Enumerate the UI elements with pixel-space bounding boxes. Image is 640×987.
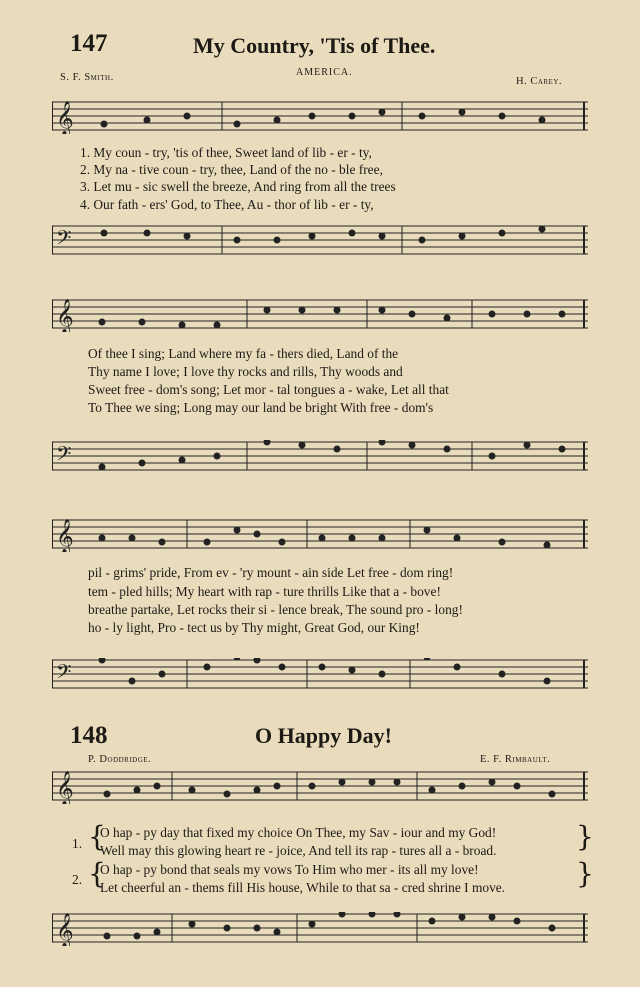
- lyric-line: O hap - py bond that seals my vows To Him who mer - its all my love!: [100, 862, 479, 877]
- svg-text:𝄞: 𝄞: [56, 772, 74, 804]
- treble-staff: [52, 298, 588, 332]
- treble-staff: [52, 100, 588, 134]
- bass-staff: [52, 658, 588, 692]
- left-brace: {: [88, 820, 106, 853]
- lyric-line: pil - grims' pride, From ev - 'ry mount - ain side Let free - dom ring!: [88, 565, 454, 580]
- composer-credit: E. F. Rimbault.: [480, 754, 551, 765]
- lyric-line: Well may this glowing heart re - joice, And tell its rap - tures all a - broad.: [100, 843, 497, 858]
- right-brace: }: [576, 857, 594, 890]
- lyric-line: 4. Our fath - ers' God, to Thee, Au - thor of lib - er - ty,: [80, 197, 374, 212]
- lyric-line: 1. My coun - try, 'tis of thee, Sweet land of lib - er - ty,: [80, 145, 372, 160]
- lyric-line: O hap - py day that fixed my choice On Thee, my Sav - iour and my God!: [100, 825, 497, 840]
- left-brace: {: [88, 857, 106, 890]
- tune-name: AMERICA.: [296, 67, 353, 78]
- bass-staff: [52, 440, 588, 474]
- verse-number: 2.: [72, 872, 83, 887]
- treble-staff: [52, 518, 588, 552]
- composer-credit: H. Carey.: [516, 76, 563, 87]
- hymn-number: 147: [70, 30, 108, 57]
- hymn-title: O Happy Day!: [255, 723, 392, 748]
- lyric-line: Sweet free - dom's song; Let mor - tal tongues a - wake, Let all that: [88, 382, 449, 397]
- lyric-line: tem - pled hills; My heart with rap - ture thrills Like that a - bove!: [88, 584, 441, 599]
- lyric-line: Of thee I sing; Land where my fa - thers died, Land of the: [88, 346, 399, 361]
- svg-text:𝄢: 𝄢: [56, 228, 72, 254]
- lyric-line: 3. Let mu - sic swell the breeze, And ring from all the trees: [80, 179, 396, 194]
- treble-staff: [52, 770, 588, 804]
- hymn-title: My Country, 'Tis of Thee.: [193, 33, 436, 58]
- lyric-line: To Thee we sing; Long may our land be bright With free - dom's: [88, 400, 434, 415]
- lyric-line: Thy name I love; I love thy rocks and rills, Thy woods and: [88, 364, 403, 379]
- verse-number: 1.: [72, 836, 83, 851]
- lyric-line: ho - ly light, Pro - tect us by Thy might, Great God, our King!: [88, 620, 420, 635]
- svg-text:𝄢: 𝄢: [56, 662, 72, 688]
- author-credit: S. F. Smith.: [60, 72, 114, 83]
- bass-staff: [52, 224, 588, 258]
- lyric-line: 2. My na - tive coun - try, thee, Land of the no - ble free,: [80, 162, 383, 177]
- lyric-line: breathe partake, Let rocks their si - lence break, The sound pro - long!: [88, 602, 463, 617]
- lyric-line: Let cheerful an - thems fill His house, While to that sa - cred shrine I move.: [100, 880, 506, 895]
- hymn-number: 148: [70, 722, 108, 749]
- bass-staff: [52, 912, 588, 946]
- svg-text:𝄞: 𝄞: [56, 300, 74, 332]
- svg-text:𝄢: 𝄢: [56, 444, 72, 470]
- right-brace: }: [576, 820, 594, 853]
- author-credit: P. Doddridge.: [88, 754, 152, 765]
- svg-text:𝄞: 𝄞: [56, 102, 74, 134]
- svg-text:𝄞: 𝄞: [56, 520, 74, 552]
- svg-text:𝄞: 𝄞: [56, 914, 74, 946]
